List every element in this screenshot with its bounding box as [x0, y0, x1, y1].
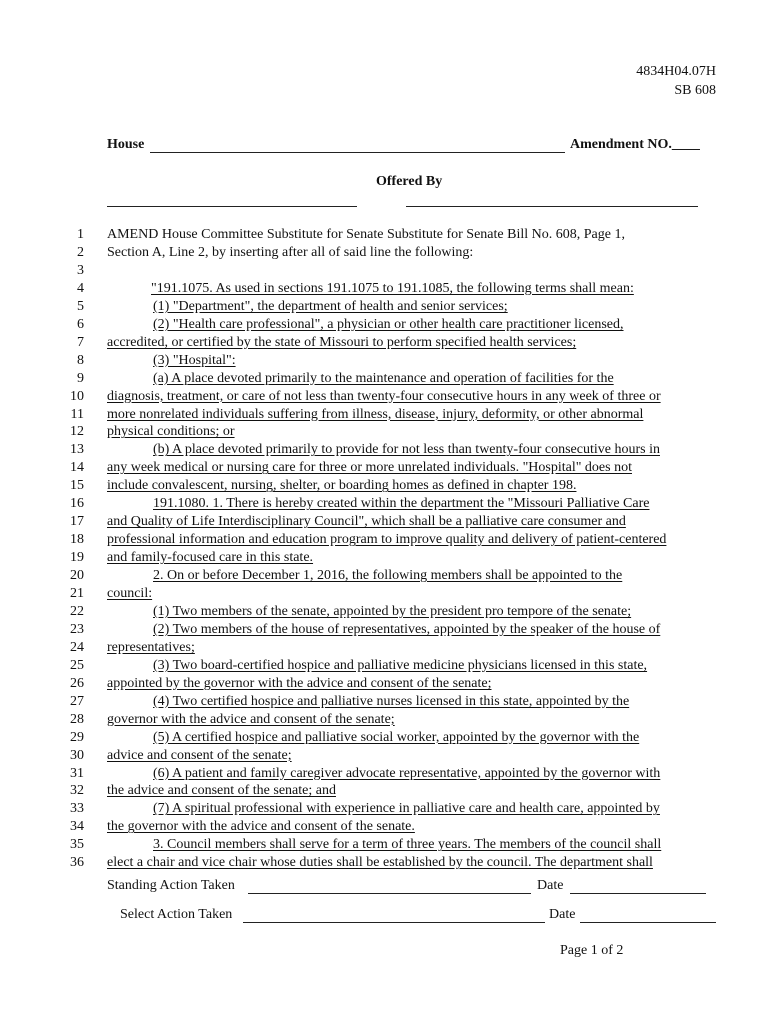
line-number: 2: [77, 244, 84, 260]
line-number: 6: [77, 316, 84, 332]
line-number: 10: [70, 388, 84, 404]
line-number: 30: [70, 747, 84, 763]
offered-by-line-left: [107, 206, 357, 207]
standing-date-label: Date: [537, 878, 564, 893]
line-text: (3) Two board-certified hospice and palliative medicine physicians licensed in this state,: [153, 657, 648, 673]
line-number: 18: [70, 532, 84, 548]
line-number: 14: [70, 460, 84, 476]
line-text: representatives;: [107, 639, 195, 655]
line-text: (b) A place devoted primarily to provide for not less than twenty-four consecutive hours in: [153, 442, 660, 458]
document-code: 4834H04.07H: [636, 64, 716, 79]
line-text: appointed by the governor with the advice and consent of the senate;: [107, 675, 492, 691]
select-action-line: [243, 922, 545, 923]
line-number: 17: [70, 514, 84, 530]
house-label: House: [107, 137, 145, 152]
line-text: and Quality of Life Interdisciplinary Council", which shall be a palliative care consumer and: [107, 514, 626, 530]
select-date-line: [580, 922, 716, 923]
line-number: 19: [70, 550, 84, 566]
line-text: council:: [107, 586, 153, 601]
line-number: 7: [77, 334, 84, 350]
line-text: any week medical or nursing care for three or more unrelated individuals. "Hospital" does not: [107, 460, 632, 476]
line-text: governor with the advice and consent of the senate;: [107, 711, 395, 727]
line-text: 2. On or before December 1, 2016, the following members shall be appointed to the: [153, 568, 623, 584]
select-action-row: [120, 907, 232, 923]
line-number: 1: [77, 227, 84, 242]
line-text: (6) A patient and family caregiver advocate representative, appointed by the governor with: [153, 765, 661, 781]
line-number: 11: [70, 406, 84, 422]
line-text: AMEND House Committee Substitute for Senate Substitute for Senate Bill No. 608, Page 1,: [107, 227, 625, 242]
line-number: 3: [77, 262, 84, 278]
standing-action-label: Standing Action Taken: [107, 878, 235, 893]
line-text: Section A, Line 2, by inserting after all of said line the following:: [107, 244, 474, 260]
line-number: 31: [70, 765, 84, 781]
line-text: elect a chair and vice chair whose duties shall be established by the council. The department shall: [107, 855, 653, 871]
house-blank-line: [150, 152, 565, 153]
line-text: and family-focused care in this state.: [107, 550, 314, 566]
standing-action-row: [107, 878, 235, 894]
bill-number: SB 608: [674, 83, 716, 98]
line-number: 12: [70, 424, 84, 440]
line-number: 29: [70, 729, 84, 745]
line-number: 36: [70, 855, 84, 871]
line-number: 16: [70, 496, 84, 512]
select-date-label: Date: [549, 907, 576, 922]
line-text: (1) "Department", the department of health and senior services;: [153, 298, 508, 314]
line-text: advice and consent of the senate;: [107, 747, 292, 763]
line-number: 5: [77, 298, 84, 314]
line-text: "191.1075. As used in sections 191.1075 to 191.1085, the following terms shall mean:: [151, 280, 634, 296]
line-number: 20: [70, 568, 84, 584]
line-number: 35: [70, 837, 84, 853]
line-text: diagnosis, treatment, or care of not less than twenty-four consecutive hours in any week of three or: [107, 388, 661, 404]
line-number: 28: [70, 711, 84, 727]
line-number: 24: [70, 639, 84, 655]
line-number: 15: [70, 478, 84, 494]
line-text: (5) A certified hospice and palliative social worker, appointed by the governor with the: [153, 729, 640, 745]
line-text: include convalescent, nursing, shelter, or boarding homes as defined in chapter 198.: [107, 478, 577, 494]
line-number: 33: [70, 801, 84, 817]
standing-action-line: [248, 893, 531, 894]
line-text: physical conditions; or: [107, 424, 235, 440]
line-text: 3. Council members shall serve for a term of three years. The members of the council shall: [153, 837, 662, 853]
line-text: more nonrelated individuals suffering from illness, disease, injury, deformity, or other abnormal: [107, 406, 644, 422]
offered-by-label: Offered By: [376, 174, 443, 189]
line-number: 23: [70, 621, 84, 637]
offered-by-line-right: [406, 206, 698, 207]
page-number: Page 1 of 2: [560, 943, 624, 958]
line-number: 27: [70, 693, 84, 709]
line-text: (a) A place devoted primarily to the maintenance and operation of facilities for the: [153, 370, 614, 386]
amendment-number-label: Amendment NO.____: [570, 137, 700, 152]
line-number: 8: [77, 352, 84, 368]
line-number: 9: [77, 370, 84, 386]
line-text: 191.1080. 1. There is hereby created within the department the "Missouri Palliative Care: [153, 496, 650, 512]
line-text: the governor with the advice and consent of the senate.: [107, 819, 415, 835]
line-number: 25: [70, 657, 84, 673]
line-number: 32: [70, 783, 84, 799]
line-number: 22: [70, 603, 84, 619]
line-text: (3) "Hospital":: [153, 352, 236, 368]
line-number: 13: [70, 442, 84, 458]
line-text: (4) Two certified hospice and palliative nurses licensed in this state, appointed by the: [153, 693, 630, 709]
line-text: accredited, or certified by the state of Missouri to perform specified health services;: [107, 334, 577, 350]
line-number: 4: [77, 280, 84, 296]
line-text: (1) Two members of the senate, appointed by the president pro tempore of the senate;: [153, 603, 632, 619]
line-text: (2) "Health care professional", a physician or other health care practitioner licensed,: [153, 316, 624, 332]
line-number: 21: [70, 586, 84, 601]
line-number: 26: [70, 675, 84, 691]
line-text: (2) Two members of the house of representatives, appointed by the speaker of the house of: [153, 621, 661, 637]
line-text: professional information and education program to improve quality and delivery of patient-centered: [107, 532, 667, 548]
select-action-label: Select Action Taken: [120, 907, 233, 922]
line-text: the advice and consent of the senate; and: [107, 783, 336, 799]
line-text: (7) A spiritual professional with experience in palliative care and health care, appointed by: [153, 801, 660, 817]
line-number: 34: [70, 819, 84, 835]
standing-date-line: [570, 893, 706, 894]
